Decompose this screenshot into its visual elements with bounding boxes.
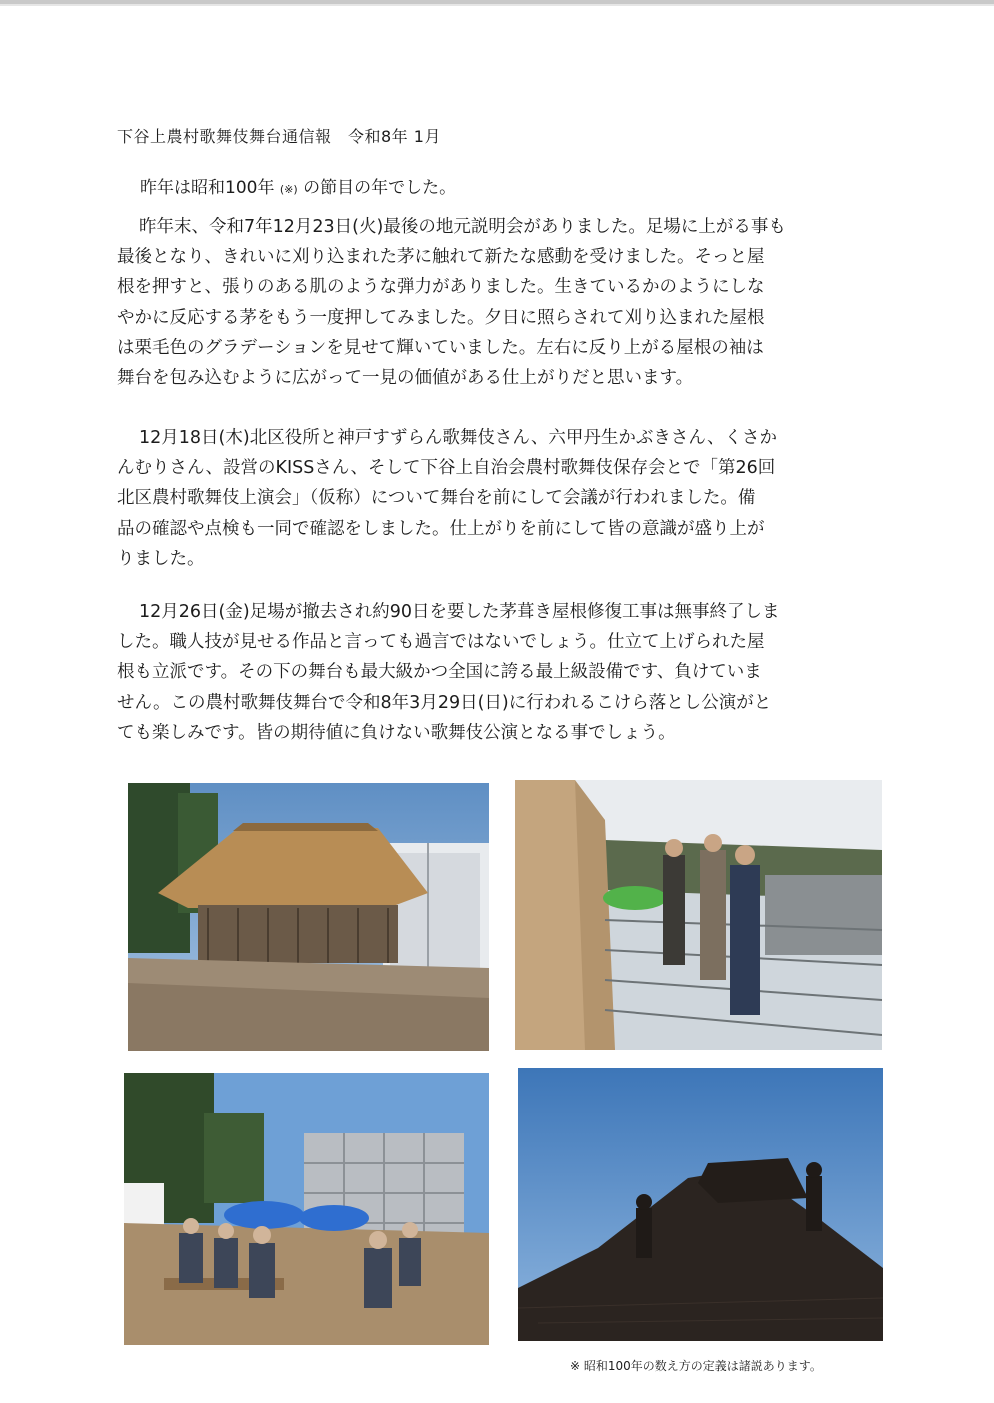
paragraph-line: んむりさん、設営のKISSさん、そして下谷上自治会農村歌舞伎保存会とで「第26回 <box>117 458 776 479</box>
lead-line <box>140 173 456 198</box>
scan-edge-shadow <box>0 4 994 6</box>
paragraph-line: りました。 <box>117 548 205 569</box>
paragraph-meeting <box>117 423 877 574</box>
paragraph-local-briefing <box>117 212 877 393</box>
paragraph-line: 舞台を包み込むように広がって一見の価値がある仕上がりだと思います。 <box>117 368 694 389</box>
paragraph-completion <box>117 597 877 748</box>
lead-text-end: の節目の年でした。 <box>297 178 457 198</box>
paragraph-line: 最後となり、きれいに刈り込まれた茅に触れて新たな感動を受けました。そっと屋 <box>117 247 765 268</box>
paragraph-line: 根も立派です。その下の舞台も最大級かつ全国に誇る最上級設備です、負けていま <box>117 662 762 683</box>
paragraph-line: ても楽しみです。皆の期待値に負けない歌舞伎公演となる事でしょう。 <box>117 722 676 743</box>
photo-roof-silhouette <box>518 1068 883 1341</box>
photo-thatched-stage <box>128 783 489 1051</box>
paragraph-line: やかに反応する茅をもう一度押してみました。夕日に照らされて刈り込まれた屋根 <box>117 307 765 328</box>
footnote: ※ 昭和100年の数え方の定義は諸説あります。 <box>570 1359 822 1373</box>
paragraph-line: 12月26日(金)足場が撤去され約90日を要した茅葺き屋根修復工事は無事終了しま <box>139 602 780 622</box>
page-title: 下谷上農村歌舞伎舞台通信報 令和8年 1月 <box>117 127 441 146</box>
paragraph-line: 12月18日(木)北区役所と神戸すずらん歌舞伎さん、六甲丹生かぶきさん、くさか <box>139 428 777 448</box>
photo-scaffold-inspection <box>515 780 882 1050</box>
paragraph-line: した。職人技が見せる作品と言っても過言ではないでしょう。仕立て上げられた屋 <box>117 632 765 653</box>
lead-text: 昨年は昭和100年 <box>140 178 280 198</box>
paragraph-line: 昨年末、令和7年12月23日(火)最後の地元説明会がありました。足場に上がる事も <box>139 217 786 237</box>
paragraph-line: 品の確認や点検も一同で確認をしました。仕上がりを前にして皆の意識が盛り上が <box>117 518 765 539</box>
paragraph-line: は栗毛色のグラデーションを見せて輝いていました。左右に反り上がる屋根の袖は <box>117 337 764 358</box>
photo-outdoor-meeting <box>124 1073 489 1345</box>
paragraph-line: 北区農村歌舞伎上演会」（仮称）について舞台を前にして会議が行われました。備 <box>117 488 756 509</box>
paragraph-line: 根を押すと、張りのある肌のような弾力がありました。生きているかのようにしな <box>117 277 765 298</box>
lead-footnote-mark: (※) <box>279 183 298 196</box>
paragraph-line: せん。この農村歌舞伎舞台で令和8年3月29日(日)に行われるこけら落とし公演がと <box>117 692 772 713</box>
